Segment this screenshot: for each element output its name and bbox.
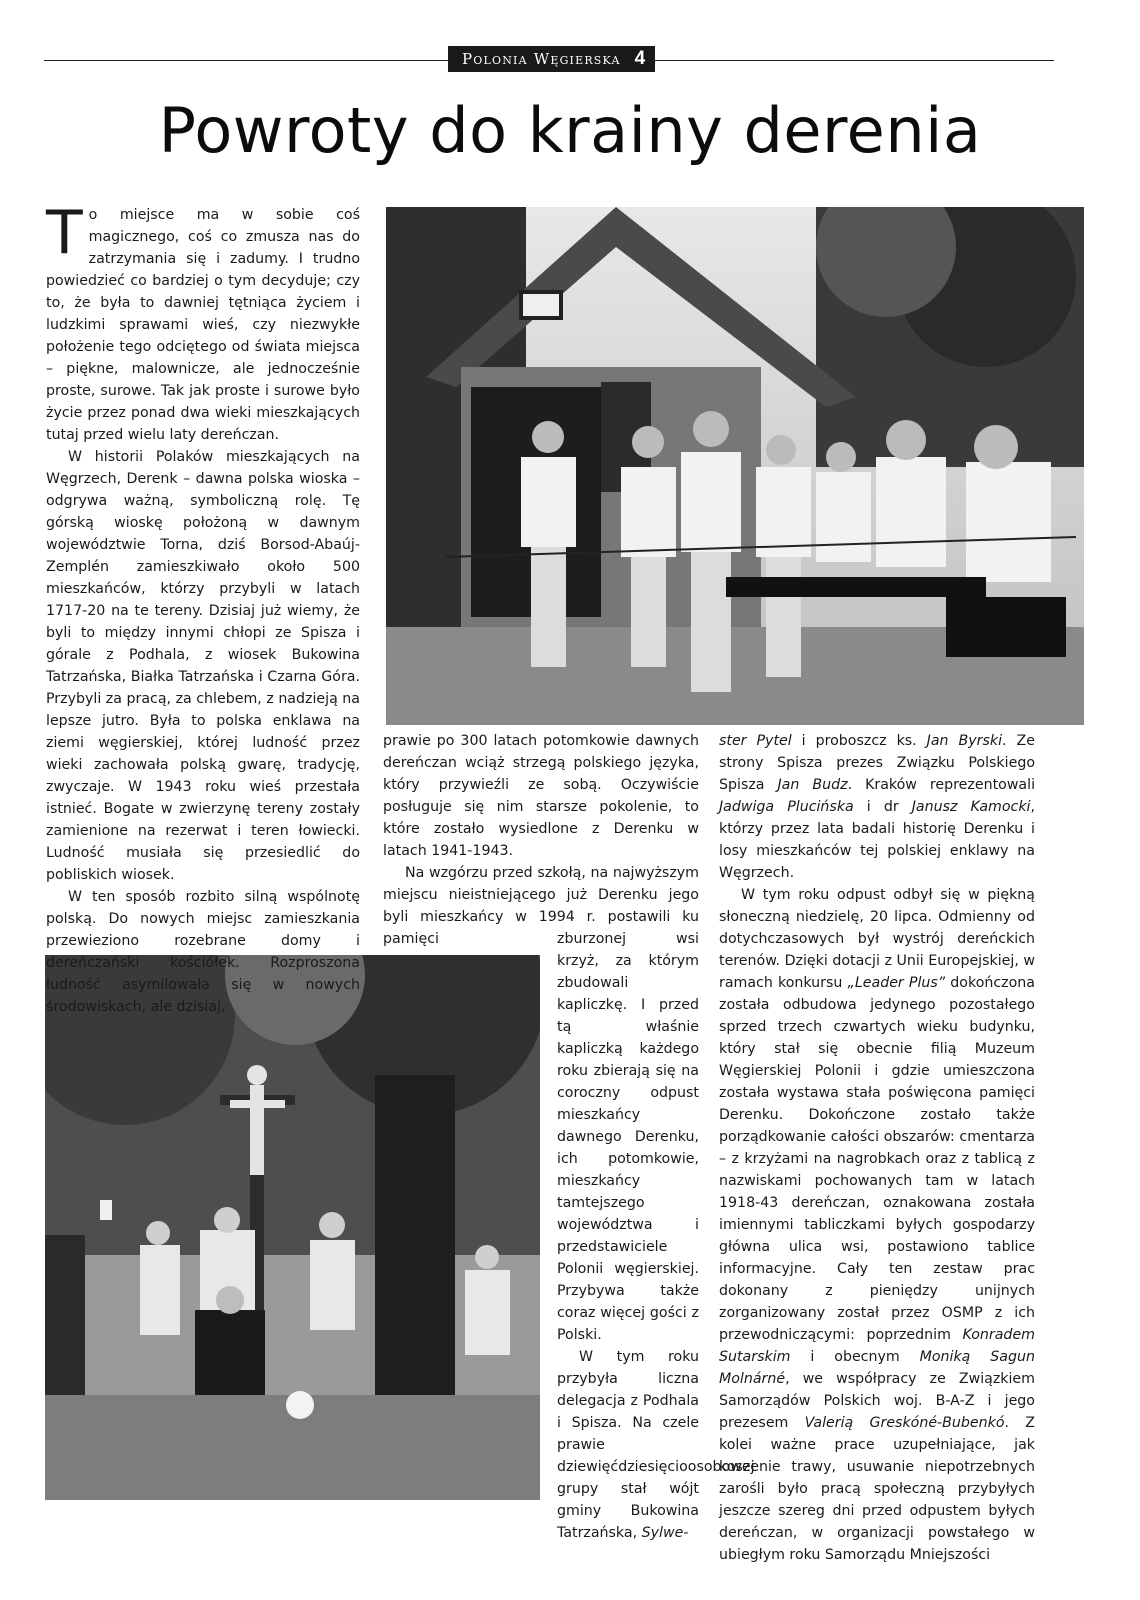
article-column-2-continued: [557, 928, 755, 1544]
column3-q2: dokończona została odbudowa jedynego pozostałego sprzed trzech czwartych wieku budynku, który stał się obecnie filią Muzeum Węgierskiej Polonii i gdzie umieszczona została wystawa stała poświęcona pamięci Derenku. Dokończone zostało także porządkowanie całości obszarów: cmentarza – z krzyżami na nagrobkach oraz z tablicą z nazwiskami pochowanych tam w latach 1918-43 dereńczan, oznakowana została imiennymi tabliczkami byłych gospodarzy główna ulica wsi, postawiono tablice informacyjne. Cały ten zestaw prac dokonany z pieniędzy unijnych zorganizowany został przez OSMP z ich przewodniczącymi: poprzednim: [719, 975, 1035, 1343]
column2-p3-text: W tym roku przybyła liczna delegacja z Podhala i Spisza. Na czele prawie dziewięćdziesięcioosobowej grupy stał wójt gminy Bukowina Tatrzańska,: [557, 1349, 755, 1541]
column3-paragraph-2: [719, 884, 1035, 1566]
column2-paragraph-3: [557, 1346, 755, 1544]
column2-paragraph-2b: zburzonej wsi krzyż, za którym zbudowali kapliczkę. I przed tą właśnie kapliczką każdego roku zbierają się na coroczny odpust mieszkańcy dawnego Derenku, ich potomkowie, mieszkańcy tamtejszego województwa i przedstawiciele Polonii węgierskiej. Przybywa także coraz więcej gości z Polski.: [557, 931, 699, 1343]
column3-q1: W tym roku odpust odbył się w piękną słoneczną niedzielę, 20 lipca. Odmienny od dotychczasowych był wystrój dereńckich terenów. Dzięki dotacji z Unii Europejskiej, w ramach konkursu: [719, 887, 1035, 991]
name-byrski: Jan Byrski: [926, 733, 1003, 749]
name-plucinska: Jadwiga Plucińska: [719, 799, 854, 815]
column2-paragraph-2: Na wzgórzu przed szkołą, na najwyższym miejscu nieistniejącego już Derenku jego byli mieszkańcy w 1994 r. postawili ku pamięci: [383, 865, 699, 947]
article-title: Powroty do krainy derenia: [158, 94, 982, 167]
column3-text-2: . Ze strony Spisza prezes Związku Polskiego Spisza: [719, 733, 1035, 793]
drop-cap: T: [46, 198, 83, 268]
column1-paragraph-2: W historii Polaków mieszkających na Węgrzech, Derenk – dawna polska wioska – odgrywa ważną, symboliczną rolę. Tę górską wioskę położoną w dawnym województwie Torna, dziś Borsod-Abaúj-Zemplén zamieszkiwało około 500 mieszkańców, którzy przybyli w latach 1717-20 na te tereny. Dzisiaj już wiemy, że byli to między innymi chłopi ze Spisza i górale z Podhala, z wiosek Bukowina Tatrzańska, Białka Tatrzańska i Czarna Góra. Przybyli za pracą, za chlebem, z nadzieją na lepsze jutro. Była to polska enklawa na ziemi węgierskiej, której ludność przez wieki zachowała polską gwarę, tradycję, zwyczaje. W 1943 roku wieś przestała istnieć. Bogate w zwierzynę tereny zostały zamienione na rezerwat i teren łowiecki. Ludność musiała się przesiedlić do pobliskich wiosek.: [46, 449, 360, 883]
column1-paragraph-1: [46, 198, 360, 446]
article-column-3: [719, 730, 1035, 1566]
column1-paragraph-3: W ten sposób rozbito silną wspólnotę polską. Do nowych miejsc zamieszkania przewieziono rozebrane domy i dereńczański kościółek. Rozproszona ludność asymilowała się w nowych środowiskach, ale dzisiaj,: [46, 889, 360, 1015]
column2-paragraph-1: prawie po 300 latach potomkowie dawnych dereńczan wciąż strzegą polskiego języka, który przywieźli ze sobą. Oczywiście posługuje się nim starsze pokolenie, to które zostało wysiedlone z Derenku w latach 1941-1943.: [383, 733, 699, 859]
article-column-1: [46, 198, 360, 1018]
column3-text-3: . Kraków reprezentowali: [847, 777, 1036, 793]
photo-cross-gathering: [45, 955, 540, 1500]
contest-name: „Leader Plus”: [847, 975, 946, 991]
column3-r1: i obecnym: [790, 1349, 920, 1365]
name-kamocki: Janusz Kamocki: [911, 799, 1031, 815]
article-column-2: [383, 730, 699, 950]
cross-gathering-image: [45, 955, 540, 1500]
column3-r2: , we współpracy ze Związkiem Samorządów Polskich woj. B-A-Z i jego prezesem: [719, 1371, 1035, 1431]
column3-text-1: i proboszcz ks.: [791, 733, 927, 749]
name-budz: Jan Budz: [777, 777, 848, 793]
page-number: 4: [634, 48, 646, 69]
name-sutarski: Konradem Sutarskim: [719, 1327, 1035, 1365]
column3-paragraph-1: [719, 730, 1035, 884]
column1-p1-text: o miejsce ma w sobie coś magicznego, coś co zmusza nas do zatrzymania się i zadumy. I trudno powiedzieć co bardziej o tym decyduje; czy to, że była to dawniej tętniąca życiem i ludzkimi sprawami wieś, czy niezwykłe położenie tego odciętego od świata miejsca – piękne, malownicze, ale jednocześnie proste, surowe. Tak jak proste i surowe było życie przez ponad dwa wieki mieszkających tutaj przed wielu laty dereńczan.: [46, 207, 360, 443]
name-pytel: ster Pytel: [719, 733, 792, 749]
musicians-chapel-image: [386, 207, 1084, 725]
magazine-name: Polonia Węgierska: [462, 50, 621, 68]
name-molnarne: Moniką Sagun Molnárné: [719, 1349, 1035, 1387]
column3-r3: . Z kolei ważne prace uzupełniające, jak koszenie trawy, usuwanie niepotrzebnych zarośli było pracą społeczną przybyłych jeszcze szereg dni przed odpustem byłych dereńczan, w organizacji powstałego w ubiegłym roku Samorządu Mniejszości: [719, 1415, 1035, 1563]
column3-text-5: , którzy przez lata badali historię Derenku i losy mieszkańców tej polskiej enklawy na Węgrzech.: [719, 799, 1035, 881]
column2-p3-name: Sylwe-: [641, 1525, 689, 1541]
name-greskone: Valerią Greskóné-Bubenkó: [804, 1415, 1005, 1431]
magazine-header: [448, 46, 655, 72]
photo-musicians-chapel: [386, 207, 1084, 725]
column3-text-4: i dr: [853, 799, 912, 815]
